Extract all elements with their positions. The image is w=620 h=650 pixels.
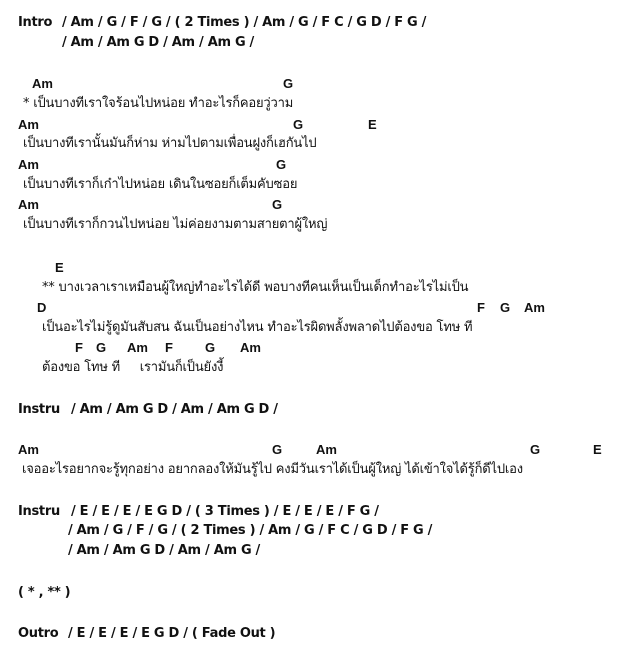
chord-row xyxy=(0,197,620,213)
instru-1-progression: / Am / Am G D / Am / Am G D / xyxy=(71,402,278,417)
chord: G xyxy=(276,157,287,172)
chord: F xyxy=(75,340,83,355)
chord: Am xyxy=(316,442,337,457)
chord-row xyxy=(0,300,620,316)
chord: D xyxy=(37,300,47,315)
chord: E xyxy=(593,442,602,457)
lyric-line: ต้องขอ โทษ ที เรามันก็เป็นยังงี้ xyxy=(42,360,224,375)
chord: Am xyxy=(240,340,261,355)
lyric-line: เจออะไรอยากจะรู้ทุกอย่าง อยากลองให้มันรู้ไป คงมีวันเราได้เป็นผู้ใหญ่ ได้เข้าใจได้รู้ก็ดีไปเอง xyxy=(22,462,523,477)
chord: Am xyxy=(18,442,39,457)
chord: G xyxy=(96,340,107,355)
lyric-line: เป็นบางทีเราก็เก๋าไปหน่อย เดินในซอยก็เต็มคับซอย xyxy=(23,177,298,192)
chord-row xyxy=(0,76,620,92)
intro-label: Intro xyxy=(18,15,53,30)
outro-label: Outro xyxy=(18,626,59,641)
lyric-line: เป็นบางทีเรานั้นมันก็ห่าม ห่ามไปตามเพื่อนฝูงก็เฮกันไป xyxy=(23,136,317,151)
chord: G xyxy=(283,76,294,91)
instru-2-progression-line-3: / Am / Am G D / Am / Am G / xyxy=(68,543,260,558)
lyric-line: เป็นอะไรไม่รู้ดูมันสับสน ฉันเป็นอย่างไหน ทำอะไรผิดพลั้งพลาดไปต้องขอ โทษ ที xyxy=(42,320,473,335)
chord: Am xyxy=(18,197,39,212)
chord: Am xyxy=(127,340,148,355)
chord: G xyxy=(205,340,216,355)
outro-progression: / E / E / E / E G D / ( Fade Out ) xyxy=(68,626,276,641)
chord: G xyxy=(500,300,511,315)
chord-row xyxy=(0,442,620,458)
chord: G xyxy=(293,117,304,132)
chord: Am xyxy=(18,117,39,132)
chord-row xyxy=(0,117,620,133)
chord: G xyxy=(530,442,541,457)
instru-2-label: Instru xyxy=(18,504,60,519)
chord: G xyxy=(272,197,283,212)
instru-2-progression-line-2: / Am / G / F / G / ( 2 Times ) / Am / G / F C / G D / F G / xyxy=(68,523,433,538)
instru-1-label: Instru xyxy=(18,402,60,417)
lyric-line: ** บางเวลาเราเหมือนผู้ใหญ่ทำอะไรได้ดี พอบางทีคนเห็นเป็นเด็กทำอะไรไม่เป็น xyxy=(42,280,469,295)
chord: Am xyxy=(32,76,53,91)
chord: Am xyxy=(524,300,545,315)
lyric-line: เป็นบางทีเราก็กวนไปหน่อย ไม่ค่อยงามตามสายตาผู้ใหญ่ xyxy=(23,217,328,232)
intro-progression-line-2: / Am / Am G D / Am / Am G / xyxy=(62,35,254,50)
chord-row xyxy=(0,260,620,276)
repeat-marker: ( * , ** ) xyxy=(18,585,71,600)
chord-row xyxy=(0,157,620,173)
chord: Am xyxy=(18,157,39,172)
chord-row xyxy=(0,340,620,356)
intro-progression-line-1: / Am / G / F / G / ( 2 Times ) / Am / G / F C / G D / F G / xyxy=(62,15,427,30)
chord: E xyxy=(55,260,64,275)
chord: G xyxy=(272,442,283,457)
lyric-line: * เป็นบางทีเราใจร้อนไปหน่อย ทำอะไรก็คอยวู่วาม xyxy=(23,96,294,111)
chord: F xyxy=(477,300,485,315)
instru-2-progression-line-1: / E / E / E / E G D / ( 3 Times ) / E / E / E / F G / xyxy=(71,504,379,519)
chord: E xyxy=(368,117,377,132)
chord: F xyxy=(165,340,173,355)
